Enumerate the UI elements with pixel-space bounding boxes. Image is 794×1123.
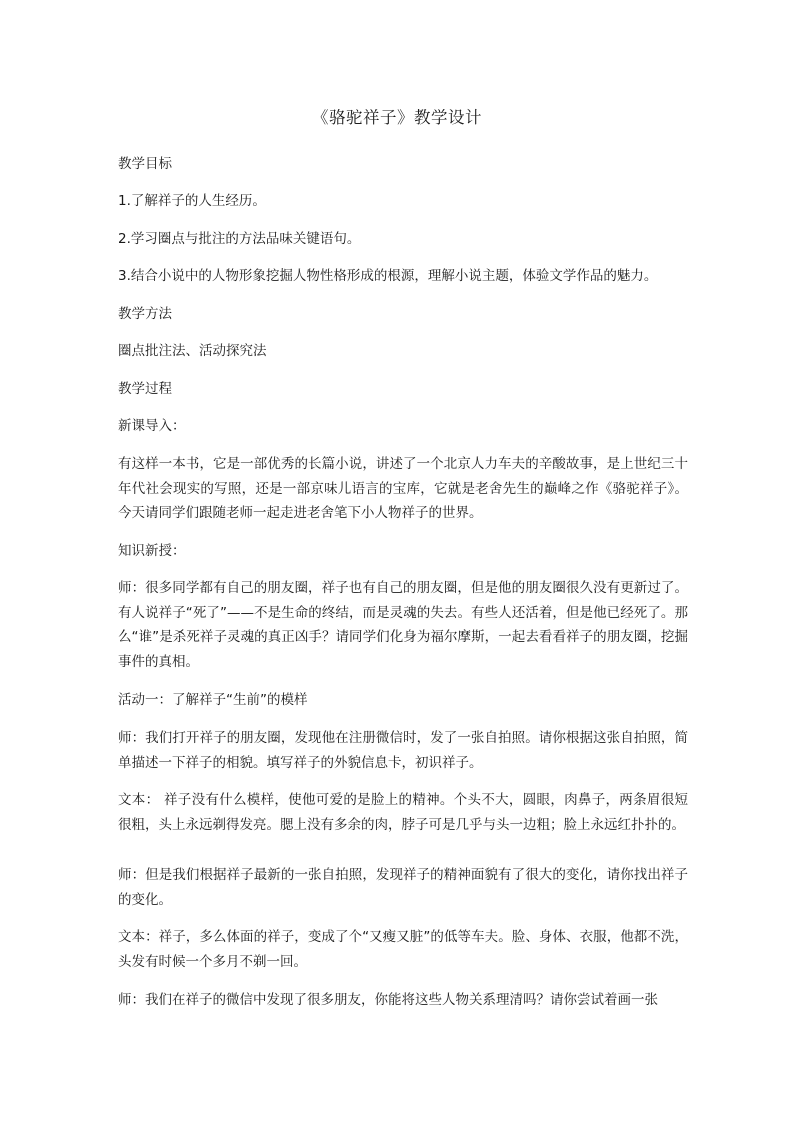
goal-item-1: 1.了解祥子的人生经历。 [118,193,266,209]
heading-teaching-methods: 教学方法 [118,306,172,322]
teacher-paragraph-1: 师：很多同学都有自己的朋友圈，祥子也有自己的朋友圈，但是他的朋友圈很久没有更新过了。有人说祥子“死了”——不是生命的终结，而是灵魂的失去。有些人还活着，但是他已经死了。那么“谁”是杀死祥子灵魂的真正凶手？请同学们化身为福尔摩斯，一起去看看祥子的朋友圈，挖掘事件的真相。 [118,580,688,670]
heading-introduction: 新课导入： [118,418,186,434]
teacher-paragraph-3: 师：但是我们根据祥子最新的一张自拍照，发现祥子的精神面貌有了很大的变化，请你找出祥子的变化。 [118,867,688,908]
text-excerpt-1: 文本： 祥子没有什么模样，使他可爱的是脸上的精神。个头不大，圆眼，肉鼻子，两条眉很短很粗，头上永远剃得发亮。腮上没有多余的肉，脖子可是几乎与头一边粗；脸上永远红扑扑的。 [118,792,688,833]
heading-teaching-goals: 教学目标 [118,156,172,172]
heading-new-knowledge: 知识新授： [118,543,186,559]
heading-teaching-process: 教学过程 [118,381,172,397]
teaching-methods-text: 圈点批注法、活动探究法 [118,343,267,359]
goal-item-3: 3.结合小说中的人物形象挖掘人物性格形成的根源，理解小说主题，体验文学作品的魅力。 [118,268,658,284]
goal-item-2: 2.学习圈点与批注的方法品味关键语句。 [118,231,361,247]
teacher-paragraph-2: 师：我们打开祥子的朋友圈，发现他在注册微信时，发了一张自拍照。请你根据这张自拍照，简单描述一下祥子的相貌。填写祥子的外貌信息卡，初识祥子。 [118,730,688,771]
activity-one-heading: 活动一：了解祥子“生前”的模样 [118,692,308,708]
teacher-paragraph-4: 师：我们在祥子的微信中发现了很多朋友，你能将这些人物关系理清吗？请你尝试着画一张 [118,992,658,1008]
document-title: 《骆驼祥子》教学设计 [312,108,482,127]
text-excerpt-2: 文本：祥子，多么体面的祥子，变成了个“又瘦又脏”的低等车夫。脸、身体、衣服，他都不洗，头发有时候一个多月不剃一回。 [118,929,688,970]
introduction-paragraph: 有这样一本书，它是一部优秀的长篇小说，讲述了一个北京人力车夫的辛酸故事，是上世纪三十年代社会现实的写照，还是一部京味儿语言的宝库，它就是老舍先生的巅峰之作《骆驼祥子》。今天请同学们跟随老师一起走进老舍笔下小人物祥子的世界。 [118,456,688,521]
